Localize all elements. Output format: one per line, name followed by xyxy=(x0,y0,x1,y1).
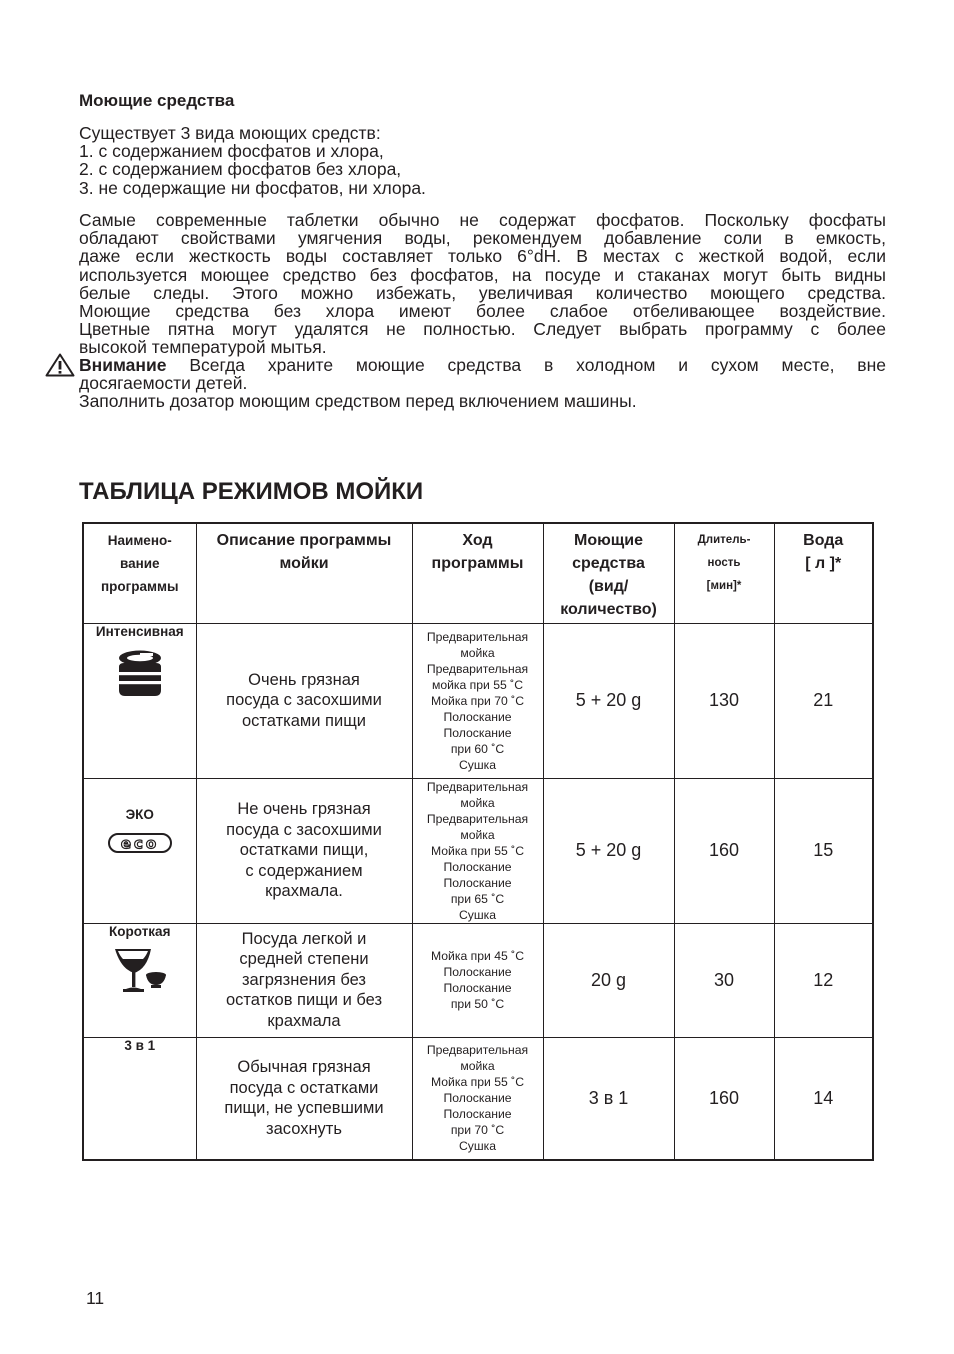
page-number: 11 xyxy=(86,1288,105,1308)
program-course: Мойка при 45 ˚C Полоскание Полоскание при 50 ˚C xyxy=(412,923,543,1037)
water-value: 12 xyxy=(774,923,873,1037)
warning-line-2: досягаемости детей. xyxy=(79,373,248,394)
fill-note: Заполнить дозатор моющим средством перед включением машины. xyxy=(79,391,637,412)
paragraph-line: используется моющее средство без фосфатов, на посуде и стаканах могут быть видны xyxy=(79,264,886,285)
detergent-types-list xyxy=(79,124,886,197)
header-detergent: Моющие средства (вид/ количество) xyxy=(543,523,674,623)
warning-label: Внимание xyxy=(79,355,167,375)
program-name-cell xyxy=(83,923,196,1037)
duration-value: 30 xyxy=(674,923,774,1037)
detergent-amount: 5 + 20 g xyxy=(543,623,674,778)
program-description: Не очень грязная посуда с засохшими остатками пищи, с содержанием крахмала. xyxy=(196,778,412,923)
program-course: Предварительная мойка Мойка при 55 ˚C Полоскание Полоскание при 70 ˚C Сушка xyxy=(412,1037,543,1160)
program-name: Короткая xyxy=(109,923,171,939)
type-item: 3. не содержащие ни фосфатов, ни хлора. xyxy=(79,177,426,198)
detergent-amount: 5 + 20 g xyxy=(543,778,674,923)
paragraph-line: даже если жесткость воды составляет только 6°dH. В местах с жесткой водой, если xyxy=(79,246,886,267)
table-row xyxy=(83,923,873,1037)
paragraph-line: обладают свойствами умягчения воды, рекомендуем добавление соли в емкость, xyxy=(79,228,886,249)
eco-icon-text: eco xyxy=(120,834,159,852)
detergent-amount: 3 в 1 xyxy=(543,1037,674,1160)
table-header-row xyxy=(83,523,873,623)
detergent-amount: 20 g xyxy=(543,923,674,1037)
program-name-cell xyxy=(83,778,196,923)
program-name-cell xyxy=(83,1037,196,1160)
program-description: Обычная грязная посуда с остатками пищи, не успевшими засохнуть xyxy=(196,1037,412,1160)
warning-triangle-icon xyxy=(45,353,75,377)
duration-value: 130 xyxy=(674,623,774,778)
program-course: Предварительная мойка Предварительная мойка Мойка при 55 ˚C Полоскание Полоскание при 65 ˚C Сушка xyxy=(412,778,543,923)
duration-value: 160 xyxy=(674,1037,774,1160)
programs-table xyxy=(82,522,874,1161)
paragraph-line: Цветные пятна могут удалятся не полностью. Следует выбрать программу с более xyxy=(79,319,886,340)
program-name-cell xyxy=(83,623,196,778)
phosphate-paragraph xyxy=(79,211,886,357)
program-course: Предварительная мойка Предварительная мойка при 55 ˚C Мойка при 70 ˚C Полоскание Полоскание при 60 ˚C Сушка xyxy=(412,623,543,778)
duration-value: 160 xyxy=(674,778,774,923)
paragraph-line: высокой температурой мытья. xyxy=(79,337,327,358)
program-name: ЭКО xyxy=(125,806,154,822)
table-row xyxy=(83,1037,873,1160)
warning-line xyxy=(79,356,886,374)
eco-icon xyxy=(108,832,172,854)
header-course: Ход программы xyxy=(412,523,543,623)
type-item: 1. с содержанием фосфатов и хлора, xyxy=(79,141,384,162)
header-water: Вода [ л ]* xyxy=(774,523,873,623)
program-name: 3 в 1 xyxy=(124,1037,156,1053)
section-heading: Моющие средства xyxy=(79,91,235,110)
pot-icon xyxy=(115,649,165,699)
warning-rest: Всегда храните моющие средства в холодном и сухом месте, вне xyxy=(166,355,886,375)
table-row xyxy=(83,623,873,778)
program-name: Интенсивная xyxy=(95,623,184,639)
program-description: Очень грязная посуда с засохшими остатками пищи xyxy=(196,623,412,778)
water-value: 21 xyxy=(774,623,873,778)
table-title: ТАБЛИЦА РЕЖИМОВ МОЙКИ xyxy=(79,478,424,505)
warning-text xyxy=(79,356,886,411)
paragraph-line: белые следы. Этого можно избежать, увеличивая количество моющего средства. xyxy=(79,282,886,303)
paragraph-line: Моющие средства без хлора имеют более слабое отбеливающее воздействие. xyxy=(79,301,886,322)
header-name: Наимено- вание программы xyxy=(83,523,196,623)
type-item: 2. с содержанием фосфатов без хлора, xyxy=(79,159,402,180)
header-duration: Длитель- ность [мин]* xyxy=(674,523,774,623)
table-row xyxy=(83,778,873,923)
types-intro: Существует 3 вида моющих средств: xyxy=(79,123,381,143)
glass-and-cup-icon xyxy=(113,945,167,995)
paragraph-line: Самые современные таблетки обычно не содержат фосфатов. Поскольку фосфаты xyxy=(79,210,886,230)
water-value: 15 xyxy=(774,778,873,923)
water-value: 14 xyxy=(774,1037,873,1160)
program-description: Посуда легкой и средней степени загрязнения без остатков пищи и без крахмала xyxy=(196,923,412,1037)
header-description: Описание программы мойки xyxy=(196,523,412,623)
